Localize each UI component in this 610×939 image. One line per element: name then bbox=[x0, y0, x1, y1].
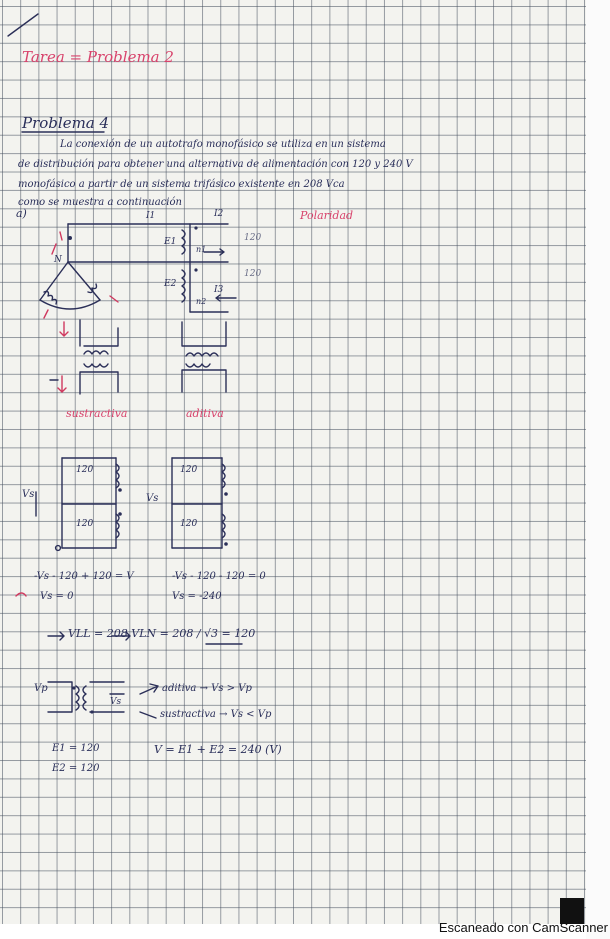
page-title: Tarea = Problema 2 bbox=[22, 48, 174, 66]
polarity-sketches bbox=[50, 320, 226, 394]
polarity-label: Polaridad bbox=[300, 209, 354, 222]
part-label: a) bbox=[16, 207, 27, 220]
problem-text-line-3: monofásico a partir de un sistema trifásico existente en 208 Vca bbox=[18, 179, 345, 190]
subtractive-label: sustractiva bbox=[66, 407, 128, 420]
current-i1: I1 bbox=[146, 211, 156, 221]
scanner-watermark: Escaneado con CamScanner bbox=[438, 920, 608, 935]
winding-e2: E2 bbox=[164, 279, 177, 289]
winding-e1: E1 bbox=[164, 237, 177, 247]
right-source: Vs bbox=[146, 493, 159, 504]
final-e2: E2 = 120 bbox=[52, 763, 100, 774]
eq-line-to-neutral: VLL = 208 VLN = 208 / √3 = 120 bbox=[68, 627, 256, 640]
current-i2: I2 bbox=[214, 209, 224, 219]
neutral-label: N bbox=[54, 255, 62, 265]
eq-right-2: Vs = -240 bbox=[172, 591, 222, 602]
vp-label: Vp bbox=[34, 683, 48, 694]
eq-left-1: -Vs - 120 + 120 = V bbox=[34, 571, 134, 582]
final-e1: E1 = 120 bbox=[52, 743, 100, 754]
additive-label: aditiva bbox=[186, 407, 224, 420]
current-i3: I3 bbox=[214, 285, 224, 295]
rule-additive: aditiva → Vs > Vp bbox=[162, 683, 252, 694]
eq-left-2: Vs = 0 bbox=[40, 591, 74, 602]
left-bottom-120: 120 bbox=[76, 519, 94, 529]
turns-n1: n1 bbox=[196, 245, 207, 254]
problem-text-line-4: como se muestra a continuación bbox=[18, 197, 182, 208]
eq-right-1: -Vs - 120 - 120 = 0 bbox=[172, 571, 266, 582]
left-source: Vs bbox=[22, 489, 35, 500]
slash-mark bbox=[8, 14, 38, 36]
problem-text-line-1: La conexión de un autotrafo monofásico se utiliza en un sistema bbox=[60, 139, 386, 150]
turns-n2: n2 bbox=[196, 297, 207, 306]
problem-text-line-2: de distribución para obtener una alternativa de alimentación con 120 y 240 V bbox=[18, 159, 413, 170]
right-bottom-120: 120 bbox=[180, 519, 198, 529]
problem-heading: Problema 4 bbox=[22, 114, 110, 132]
autotransformer-diagram bbox=[40, 224, 236, 318]
final-sum: V = E1 + E2 = 240 (V) bbox=[154, 743, 282, 756]
left-top-120: 120 bbox=[76, 465, 94, 475]
voltage-120-bottom: 120 bbox=[244, 269, 262, 279]
right-top-120: 120 bbox=[180, 465, 198, 475]
voltage-120-top: 120 bbox=[244, 233, 262, 243]
rule-subtractive: sustractiva → Vs < Vp bbox=[160, 709, 272, 720]
vs-label: Vs bbox=[110, 697, 122, 707]
